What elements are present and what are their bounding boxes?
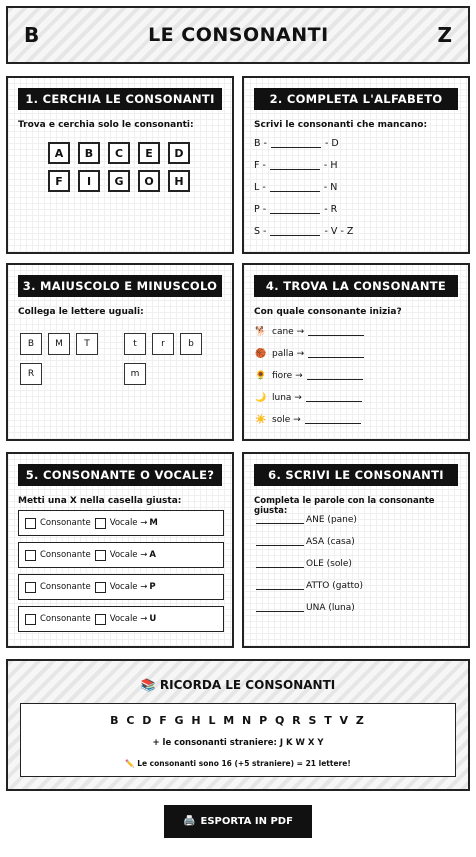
recap-box: [6, 659, 470, 791]
word-label: luna →: [272, 393, 302, 403]
alphabet-after: - R: [324, 204, 338, 215]
alphabet-line: [254, 138, 339, 149]
target-letter: U: [149, 614, 157, 624]
word-label: sole →: [272, 415, 301, 425]
alphabet-line: [254, 182, 337, 193]
word-item: [254, 393, 362, 403]
checkbox-consonante[interactable]: [25, 582, 36, 593]
letter-box[interactable]: H: [168, 170, 190, 192]
target-letter: P: [149, 582, 156, 592]
alphabet-line: [254, 160, 338, 171]
answer-blank[interactable]: [270, 228, 320, 236]
choice-row: [18, 606, 224, 632]
alphabet-before: F -: [254, 160, 266, 171]
letter-box[interactable]: C: [108, 142, 130, 164]
consonant-list: B C D F G H L M N P Q R S T V Z: [110, 714, 366, 727]
letter-box[interactable]: B: [78, 142, 100, 164]
export-label: ESPORTA IN PDF: [200, 816, 293, 827]
answer-blank[interactable]: [270, 206, 320, 214]
letter-box[interactable]: F: [48, 170, 70, 192]
answer-blank[interactable]: [271, 140, 321, 148]
option-label: Vocale →: [109, 518, 148, 528]
recap-note: [21, 759, 455, 768]
section-title: 4. TROVA LA CONSONANTE: [254, 275, 458, 297]
word-label: fiore →: [272, 371, 303, 381]
checkbox-vocale[interactable]: [95, 614, 106, 625]
alphabet-after: - N: [323, 182, 338, 193]
alphabet-before: S -: [254, 226, 267, 237]
answer-blank[interactable]: [256, 538, 304, 546]
word-item: [254, 349, 364, 359]
header-right-letter: Z: [437, 23, 452, 47]
answer-blank[interactable]: [256, 604, 304, 612]
word-text: UNA (luna): [306, 603, 355, 613]
word-text: OLE (sole): [306, 559, 352, 569]
alphabet-before: B -: [254, 138, 267, 149]
section-title: 6. SCRIVI LE CONSONANTI: [254, 464, 458, 486]
answer-blank[interactable]: [305, 416, 361, 424]
option-label: Vocale →: [109, 550, 148, 560]
word-item: [254, 415, 361, 425]
alphabet-before: P -: [254, 204, 267, 215]
alphabet-line: [254, 204, 337, 215]
lowercase-letter[interactable]: m: [124, 363, 146, 385]
word-completion: [256, 559, 352, 569]
recap-note-text: Le consonanti sono 16 (+5 straniere) = 21 lettere!: [137, 759, 351, 768]
checkbox-vocale[interactable]: [95, 518, 106, 529]
letter-box[interactable]: E: [138, 142, 160, 164]
answer-blank[interactable]: [307, 372, 363, 380]
checkbox-consonante[interactable]: [25, 550, 36, 561]
books-icon: 📚: [140, 678, 156, 692]
section-consonant-or-vowel: [6, 452, 234, 648]
uppercase-letter[interactable]: R: [20, 363, 42, 385]
option-label: Consonante: [40, 614, 91, 624]
word-completion: [256, 603, 355, 613]
word-completion: [256, 515, 357, 525]
answer-blank[interactable]: [308, 328, 364, 336]
answer-blank[interactable]: [256, 560, 304, 568]
lowercase-letter[interactable]: t: [124, 333, 146, 355]
alphabet-before: L -: [254, 182, 266, 193]
alphabet-after: - D: [324, 138, 339, 149]
choice-row: [18, 574, 224, 600]
ball-icon: 🏀: [255, 349, 267, 359]
word-text: ANE (pane): [306, 515, 357, 525]
uppercase-letter[interactable]: M: [48, 333, 70, 355]
foreign-consonants: + le consonanti straniere: J K W X Y: [152, 738, 324, 748]
sun-icon: ☀️: [255, 415, 267, 425]
section-instruction: Trova e cerchia solo le consonanti:: [18, 120, 194, 130]
option-label: Consonante: [40, 582, 91, 592]
word-label: cane →: [272, 327, 305, 337]
answer-blank[interactable]: [256, 582, 304, 590]
letter-box[interactable]: O: [138, 170, 160, 192]
recap-content: [20, 703, 456, 777]
word-item: [254, 327, 364, 337]
section-complete-alphabet: [242, 76, 470, 254]
uppercase-letter[interactable]: T: [76, 333, 98, 355]
section-instruction: Collega le lettere uguali:: [18, 307, 144, 317]
checkbox-consonante[interactable]: [25, 518, 36, 529]
choice-row: [18, 542, 224, 568]
answer-blank[interactable]: [270, 184, 320, 192]
section-write-consonants: [242, 452, 470, 648]
lowercase-letter[interactable]: b: [180, 333, 202, 355]
option-label: Vocale →: [109, 614, 148, 624]
section-upper-lower: [6, 263, 234, 441]
answer-blank[interactable]: [308, 350, 364, 358]
answer-blank[interactable]: [256, 516, 304, 524]
lowercase-letter[interactable]: r: [152, 333, 174, 355]
pencil-icon: ✏️: [125, 759, 135, 768]
uppercase-letter[interactable]: B: [20, 333, 42, 355]
flower-icon: 🌻: [255, 371, 267, 381]
answer-blank[interactable]: [306, 394, 362, 402]
word-completion: [256, 537, 355, 547]
section-circle-consonants: [6, 76, 234, 254]
page-title: LE CONSONANTI: [148, 24, 329, 46]
section-title: 3. MAIUSCOLO E MINUSCOLO: [18, 275, 222, 297]
alphabet-line: [254, 226, 353, 237]
header-left-letter: B: [24, 23, 40, 47]
option-label: Consonante: [40, 550, 91, 560]
letter-box[interactable]: G: [108, 170, 130, 192]
section-find-consonant: [242, 263, 470, 441]
recap-title: [8, 678, 468, 692]
option-label: Consonante: [40, 518, 91, 528]
word-completion: [256, 581, 363, 591]
word-text: ASA (casa): [306, 537, 355, 547]
word-label: palla →: [272, 349, 305, 359]
section-title: 5. CONSONANTE O VOCALE?: [18, 464, 222, 486]
section-instruction: Con quale consonante inizia?: [254, 307, 402, 317]
word-item: [254, 371, 363, 381]
section-instruction: Scrivi le consonanti che mancano:: [254, 120, 428, 130]
word-text: ATTO (gatto): [306, 581, 364, 591]
section-title: 2. COMPLETA L'ALFABETO: [254, 88, 458, 110]
worksheet-header: [6, 6, 470, 64]
section-instruction: Completa le parole con la consonante giusta:: [254, 496, 435, 516]
letter-box[interactable]: A: [48, 142, 70, 164]
checkbox-vocale[interactable]: [95, 550, 106, 561]
section-instruction: Metti una X nella casella giusta:: [18, 496, 182, 506]
checkbox-consonante[interactable]: [25, 614, 36, 625]
letter-box[interactable]: I: [78, 170, 100, 192]
option-label: Vocale →: [109, 582, 148, 592]
alphabet-after: - V - Z: [324, 226, 354, 237]
moon-icon: 🌙: [255, 393, 267, 403]
choice-row: [18, 510, 224, 536]
section-title: 1. CERCHIA LE CONSONANTI: [18, 88, 222, 110]
target-letter: A: [149, 550, 156, 560]
recap-title-text: RICORDA LE CONSONANTI: [159, 678, 336, 692]
checkbox-vocale[interactable]: [95, 582, 106, 593]
export-pdf-button[interactable]: [164, 805, 312, 838]
alphabet-after: - H: [323, 160, 338, 171]
answer-blank[interactable]: [270, 162, 320, 170]
printer-icon: 🖨️: [183, 816, 196, 827]
dog-icon: 🐕: [255, 327, 267, 337]
letter-box[interactable]: D: [168, 142, 190, 164]
target-letter: M: [149, 518, 158, 528]
